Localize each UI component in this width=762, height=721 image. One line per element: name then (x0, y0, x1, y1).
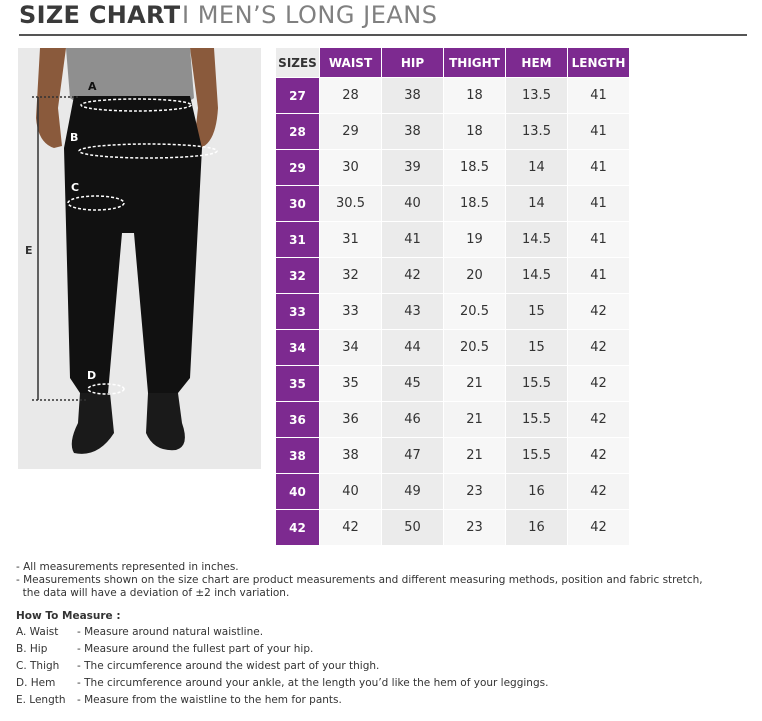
size-cell: 31 (276, 221, 320, 257)
table-cell: 21 (444, 401, 506, 437)
left-arm (36, 48, 66, 148)
how-to-label: B. Hip (16, 643, 48, 655)
how-to-label: D. Hem (16, 677, 56, 689)
how-to-label: A. Waist (16, 626, 59, 638)
header-thigh: THIGHT (444, 48, 506, 77)
table-cell: 13.5 (506, 113, 568, 149)
marker-e: E (25, 244, 33, 257)
table-cell: 14 (506, 185, 568, 221)
table-cell: 41 (568, 221, 630, 257)
jeans (64, 96, 202, 393)
table-cell: 18 (444, 77, 506, 113)
measurement-figure (18, 48, 261, 469)
table-cell: 36 (320, 401, 382, 437)
table-row (276, 293, 630, 329)
note-line: - All measurements represented in inches. (16, 561, 239, 573)
table-cell: 40 (382, 185, 444, 221)
size-cell: 34 (276, 329, 320, 365)
how-to-label: E. Length (16, 694, 66, 706)
table-cell: 41 (568, 113, 630, 149)
marker-c: C (71, 181, 80, 194)
size-cell: 42 (276, 509, 320, 545)
table-body (276, 77, 630, 545)
size-cell: 35 (276, 365, 320, 401)
marker-b: B (70, 131, 79, 144)
table-cell: 14.5 (506, 221, 568, 257)
table-cell: 15.5 (506, 365, 568, 401)
left-shoe (72, 393, 114, 454)
size-cell: 28 (276, 113, 320, 149)
table-row (276, 509, 630, 545)
size-cell: 36 (276, 401, 320, 437)
table-cell: 14 (506, 149, 568, 185)
table-cell: 50 (382, 509, 444, 545)
table-cell: 44 (382, 329, 444, 365)
table-cell: 42 (568, 365, 630, 401)
table-cell: 34 (320, 329, 382, 365)
how-to-item-hip (16, 643, 548, 660)
table-cell: 42 (568, 509, 630, 545)
how-to-item-length (16, 694, 548, 711)
header-hem: HEM (506, 48, 568, 77)
table-row (276, 77, 630, 113)
table-cell: 46 (382, 401, 444, 437)
how-to-desc: - The circumference around the widest part of your thigh. (77, 660, 380, 672)
table-cell: 19 (444, 221, 506, 257)
table-cell: 32 (320, 257, 382, 293)
table-cell: 45 (382, 365, 444, 401)
table-cell: 41 (382, 221, 444, 257)
table-cell: 20.5 (444, 293, 506, 329)
table-cell: 14.5 (506, 257, 568, 293)
table-cell: 21 (444, 437, 506, 473)
table-cell: 35 (320, 365, 382, 401)
table-cell: 41 (568, 149, 630, 185)
shirt (66, 48, 194, 104)
table-cell: 16 (506, 509, 568, 545)
table-cell: 49 (382, 473, 444, 509)
how-to-desc: - The circumference around your ankle, at the length you’d like the hem of your leggings. (77, 677, 549, 689)
header-length: LENGTH (568, 48, 630, 77)
how-to-item-thigh (16, 660, 548, 677)
size-cell: 30 (276, 185, 320, 221)
page-title: SIZE CHART (19, 1, 181, 29)
how-to-desc: - Measure around the fullest part of your hip. (77, 643, 314, 655)
table-row (276, 473, 630, 509)
size-table (276, 48, 630, 545)
table-cell: 42 (568, 437, 630, 473)
table-cell: 42 (568, 401, 630, 437)
table-cell: 42 (568, 293, 630, 329)
how-to-title: How To Measure : (16, 610, 121, 622)
table-cell: 41 (568, 257, 630, 293)
table-cell: 30 (320, 149, 382, 185)
table-cell: 16 (506, 473, 568, 509)
right-shoe (146, 393, 185, 450)
how-to-item-hem (16, 677, 548, 694)
size-cell: 33 (276, 293, 320, 329)
table-cell: 42 (568, 329, 630, 365)
marker-d: D (87, 369, 97, 382)
how-to-label: C. Thigh (16, 660, 60, 672)
notes (16, 561, 746, 600)
size-cell: 29 (276, 149, 320, 185)
table-cell: 39 (382, 149, 444, 185)
table-row (276, 185, 630, 221)
table-row (276, 257, 630, 293)
note-line: the data will have a deviation of ±2 inch variation. (16, 587, 290, 599)
table-cell: 15.5 (506, 437, 568, 473)
how-to-item-waist (16, 626, 548, 643)
how-to-measure (16, 610, 548, 711)
table-cell: 30.5 (320, 185, 382, 221)
note-line: - Measurements shown on the size chart are product measurements and different measuring methods, position and fabric stretch, (16, 574, 703, 586)
table-row (276, 149, 630, 185)
title-bar (19, 0, 747, 36)
table-cell: 47 (382, 437, 444, 473)
size-cell: 40 (276, 473, 320, 509)
table-cell: 38 (382, 113, 444, 149)
table-row (276, 401, 630, 437)
size-cell: 38 (276, 437, 320, 473)
table-row (276, 329, 630, 365)
page-subtitle: I MEN’S LONG JEANS (182, 1, 438, 29)
table-cell: 23 (444, 473, 506, 509)
table-cell: 15 (506, 293, 568, 329)
table-row (276, 113, 630, 149)
table-cell: 42 (320, 509, 382, 545)
table-cell: 31 (320, 221, 382, 257)
header-hip: HIP (382, 48, 444, 77)
table-row (276, 437, 630, 473)
table-cell: 33 (320, 293, 382, 329)
table-cell: 41 (568, 77, 630, 113)
jeans-model-illustration (18, 48, 261, 469)
table-header-row (276, 48, 630, 77)
table-cell: 42 (382, 257, 444, 293)
size-cell: 32 (276, 257, 320, 293)
table-cell: 43 (382, 293, 444, 329)
table-cell: 20 (444, 257, 506, 293)
table-cell: 40 (320, 473, 382, 509)
how-to-desc: - Measure from the waistline to the hem for pants. (77, 694, 342, 706)
table-cell: 23 (444, 509, 506, 545)
table-cell: 41 (568, 185, 630, 221)
table-cell: 15 (506, 329, 568, 365)
table-cell: 18 (444, 113, 506, 149)
table-cell: 29 (320, 113, 382, 149)
table-cell: 15.5 (506, 401, 568, 437)
table-cell: 18.5 (444, 149, 506, 185)
how-to-desc: - Measure around natural waistline. (77, 626, 264, 638)
table-cell: 38 (320, 437, 382, 473)
table-cell: 13.5 (506, 77, 568, 113)
table-row (276, 221, 630, 257)
table-cell: 20.5 (444, 329, 506, 365)
header-sizes: SIZES (276, 48, 320, 77)
table-row (276, 365, 630, 401)
table-cell: 18.5 (444, 185, 506, 221)
table-cell: 38 (382, 77, 444, 113)
size-cell: 27 (276, 77, 320, 113)
table-cell: 42 (568, 473, 630, 509)
table-cell: 28 (320, 77, 382, 113)
table-cell: 21 (444, 365, 506, 401)
header-waist: WAIST (320, 48, 382, 77)
marker-a: A (88, 80, 97, 93)
